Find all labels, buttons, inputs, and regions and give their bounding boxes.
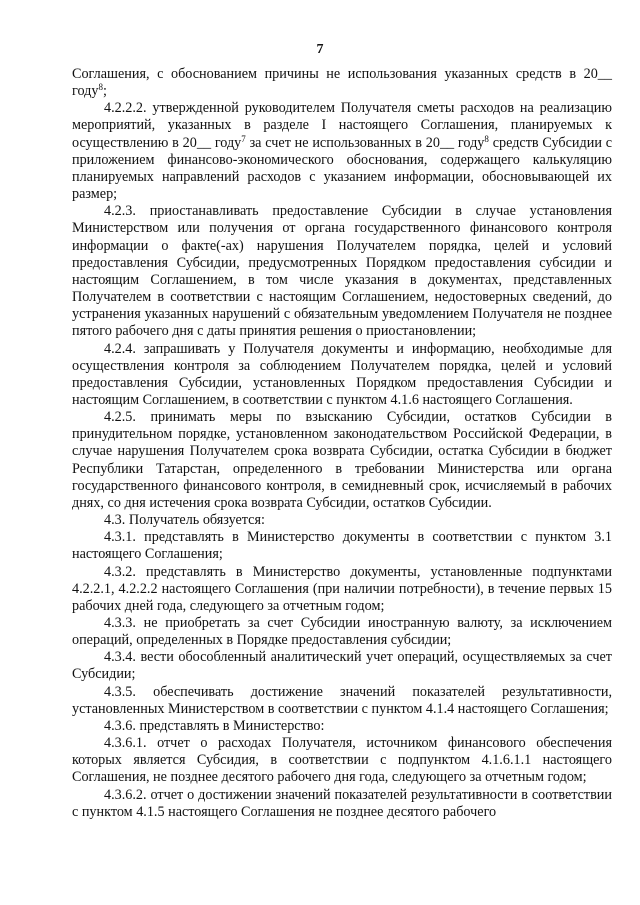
paragraph [72,564,612,615]
document-body [72,66,612,821]
paragraph-text: 4.2.5. принимать меры по взысканию Субсидии, остатков Субсидии в принудительном порядке, установленном законодательством Российской Федерации, в случае нарушения Получателем срока возврата Субсидии, остатка Субсидии в бюджет Республики Татарстан, определенного в требовании Министерства или органа государственного финансового контроля, в семидневный срок, исчисляемый в рабочих днях, со дня истечения срока возврата Субсидии, остатков Субсидии. [72,409,612,511]
paragraph [72,735,612,786]
paragraph-text: 4.3.4. вести обособленный аналитический учет операций, осуществляемых за счет Субсидии; [72,649,612,683]
footnote-ref: 7 [241,133,246,144]
paragraph-text: 4.2.3. приостанавливать предоставление Субсидии в случае установления Министерством или получения от органа государственного финансового контроля информации о факте(-ах) нарушения Получателем порядка, целей и условий предоставления Субсидии, предусмотренных Порядком предоставления субсидии и настоящим Соглашением, в том числе указания в документах, представленных Получателем в соответствии с настоящим Соглашением, недостоверных сведений, до устранения указанных нарушений с обязательным уведомлением Получателя не позднее пятого рабочего дня с даты принятия решения о приостановлении; [72,203,612,340]
paragraph-text: 4.3.3. не приобретать за счет Субсидии иностранную валюту, за исключением операций, определенных в Порядке предоставления субсидии; [72,615,612,649]
paragraph [72,649,612,683]
paragraph-text: Соглашения, с обоснованием причины не использования указанных средств в 20__ году [72,66,612,100]
footnote-ref: 8 [98,82,103,93]
paragraph-text: 4.3.6. представлять в Министерство: [104,717,325,734]
paragraph-text: 4.3.2. представлять в Министерство документы, установленные подпунктами 4.2.2.1, 4.2.2.2 настоящего Соглашения (при наличии потребности), в течение первых 15 рабочих дней года, следующего за отчетным годом; [72,563,612,614]
paragraph [72,512,612,529]
paragraph [72,66,612,100]
paragraph [72,718,612,735]
paragraph [72,684,612,718]
paragraph-text: средств Субсидии с приложением финансово-экономического обоснования, содержащего калькуляцию планируемых направлений расходов с указанием информации, обосновывающей их размер; [72,134,612,203]
paragraph [72,787,612,821]
paragraph-text: 4.3.5. обеспечивать достижение значений показателей результативности, установленных Министерством в соответствии с пунктом 4.1.4 настоящего Соглашения; [72,683,612,717]
footnote-ref: 8 [484,133,489,144]
paragraph-text: 4.3.1. представлять в Министерство документы в соответствии с пунктом 3.1 настоящего Соглашения; [72,529,612,563]
paragraph [72,203,612,340]
paragraph-text: за счет не использованных в 20__ году [245,134,485,151]
paragraph-text: ; [102,83,107,100]
paragraph [72,100,612,203]
paragraph-text: 4.2.4. запрашивать у Получателя документы и информацию, необходимые для осуществления контроля за соблюдением Получателем порядка, целей и условий предоставления Субсидии, установленных Порядком предоставления Субсидии и настоящим Соглашением, в соответствии с пунктом 4.1.6 настоящего Соглашения. [72,340,612,408]
paragraph-text: 4.3.6.1. отчет о расходах Получателя, источником финансового обеспечения которых является Субсидия, в соответствии с подпунктом 4.1.6.1.1 настоящего Соглашения, не позднее десятого рабочего дня года, следующего за отчетным годом; [72,735,612,786]
paragraph [72,615,612,649]
paragraph-text: 4.3.6.2. отчет о достижении значений показателей результативности в соответствии с пунктом 4.1.5 настоящего Соглашения не позднее десятого рабочего [72,786,612,820]
paragraph-text: 4.2.2.2. утвержденной руководителем Получателя сметы расходов на реализацию мероприятий, указанных в разделе I настоящего Соглашения, планируемых к осуществлению в 20__ году [72,100,612,151]
paragraph [72,409,612,512]
page-number: 7 [316,42,324,57]
paragraph-text: 4.3. Получатель обязуется: [104,512,265,529]
paragraph [72,529,612,563]
paragraph [72,341,612,410]
